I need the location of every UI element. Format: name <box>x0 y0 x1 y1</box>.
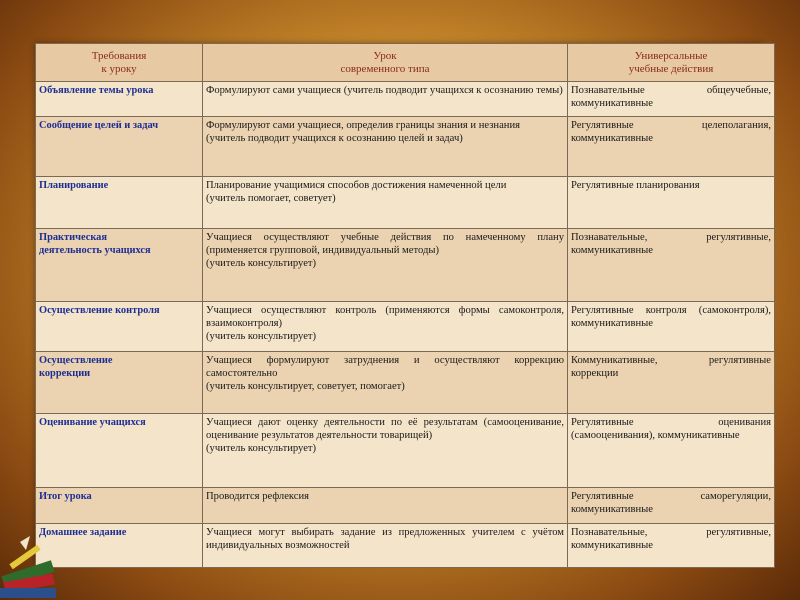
table-row <box>36 352 775 414</box>
cell-lesson <box>203 229 568 302</box>
requirement-text: Оценивание учащихся <box>39 417 146 428</box>
cell-actions <box>568 488 775 524</box>
books-icon <box>0 520 60 600</box>
actions-text: Регулятивные оценивания (самооценивания), коммуникативные <box>571 417 771 441</box>
cell-requirement <box>36 117 203 177</box>
lesson-note: (учитель консультирует, советует, помогает) <box>206 381 405 392</box>
lesson-text: Проводится рефлексия <box>206 491 310 502</box>
table-row <box>36 177 775 229</box>
actions-text: Регулятивные контроля (самоконтроля), коммуникативные <box>571 305 771 329</box>
table-row <box>36 488 775 524</box>
table-row <box>36 117 775 177</box>
actions-text: Познавательные, регулятивные, коммуникативные <box>571 232 771 256</box>
lesson-text: Формулируют сами учащиеся, определив границы знания и незнания <box>206 120 520 131</box>
cell-requirement <box>36 524 203 568</box>
lesson-note: (учитель подводит учащихся к осознанию целей и задач) <box>206 133 463 144</box>
cell-lesson <box>203 82 568 117</box>
requirement-text-line2: коррекции <box>39 368 91 379</box>
lesson-note: (учитель консультирует) <box>206 443 317 454</box>
header-actions-line2: учебные действия <box>628 62 714 75</box>
table-row <box>36 524 775 568</box>
lesson-note: (учитель помогает, советует) <box>206 193 336 204</box>
requirement-text: Практическая <box>39 232 107 243</box>
header-actions <box>568 44 775 82</box>
requirement-text: Планирование <box>39 180 109 191</box>
lesson-text: Учащиеся могут выбирать задание из предложенных учителем с учётом индивидуальных возможностей <box>206 527 564 551</box>
lesson-requirements-table <box>35 43 775 568</box>
table-row <box>36 414 775 488</box>
requirement-text: Итог урока <box>39 491 92 502</box>
header-requirements <box>36 44 203 82</box>
lesson-text: Планирование учащимися способов достижения намеченной цели <box>206 180 507 191</box>
cell-lesson <box>203 524 568 568</box>
header-lesson-line2: современного типа <box>340 62 430 75</box>
cell-actions <box>568 82 775 117</box>
actions-text: Регулятивные целеполагания, коммуникативные <box>571 120 771 144</box>
cell-actions <box>568 414 775 488</box>
lesson-text: Учащиеся осуществляют контроль (применяются формы самоконтроля, взаимоконтроля) <box>206 305 564 329</box>
cell-actions <box>568 352 775 414</box>
cell-requirement <box>36 177 203 229</box>
actions-text: Регулятивные планирования <box>571 180 700 191</box>
requirement-text: Осуществление контроля <box>39 305 160 316</box>
cell-lesson <box>203 414 568 488</box>
requirement-text: Сообщение целей и задач <box>39 120 159 131</box>
cell-actions <box>568 177 775 229</box>
comparison-table-wrap <box>35 43 771 562</box>
cell-actions <box>568 524 775 568</box>
lesson-text: Формулируют сами учащиеся (учитель подводит учащихся к осознанию темы) <box>206 85 563 96</box>
header-lesson <box>203 44 568 82</box>
actions-text: Познавательные, регулятивные, коммуникативные <box>571 527 771 551</box>
actions-text: Коммуникативные, регулятивные коррекции <box>571 355 771 379</box>
cell-actions <box>568 302 775 352</box>
cell-requirement <box>36 414 203 488</box>
requirement-text: Осуществление <box>39 355 113 366</box>
table-row <box>36 229 775 302</box>
cell-lesson <box>203 117 568 177</box>
cell-requirement <box>36 82 203 117</box>
table-row <box>36 302 775 352</box>
requirement-text: Объявление темы урока <box>39 85 154 96</box>
lesson-note: (учитель консультирует) <box>206 331 317 342</box>
lesson-text: Учащиеся формулируют затруднения и осуществляют коррекцию самостоятельно <box>206 355 564 379</box>
header-lesson-line1: Урок <box>373 49 397 62</box>
cell-actions <box>568 229 775 302</box>
table-header-row <box>36 44 775 82</box>
lesson-text: Учащиеся дают оценку деятельности по её результатам (самооценивание, оценивание результатов деятельности товарищей) <box>206 417 564 441</box>
cell-lesson <box>203 302 568 352</box>
requirement-text-line2: деятельность учащихся <box>39 245 151 256</box>
cell-lesson <box>203 352 568 414</box>
cell-lesson <box>203 177 568 229</box>
header-actions-line1: Универсальные <box>634 49 708 62</box>
lesson-text: Учащиеся осуществляют учебные действия по намеченному плану (применяется групповой, индивидуальный методы) <box>206 232 564 256</box>
table-row <box>36 82 775 117</box>
actions-text: Познавательные общеучебные, коммуникативные <box>571 85 771 109</box>
cell-requirement <box>36 488 203 524</box>
cell-actions <box>568 117 775 177</box>
cell-lesson <box>203 488 568 524</box>
header-requirements-line2: к уроку <box>101 62 137 75</box>
cell-requirement <box>36 302 203 352</box>
cell-requirement <box>36 229 203 302</box>
header-requirements-line1: Требования <box>91 49 147 62</box>
actions-text: Регулятивные саморегуляции, коммуникативные <box>571 491 771 515</box>
cell-requirement <box>36 352 203 414</box>
requirement-text: Домашнее задание <box>39 527 127 538</box>
lesson-note: (учитель консультирует) <box>206 258 317 269</box>
